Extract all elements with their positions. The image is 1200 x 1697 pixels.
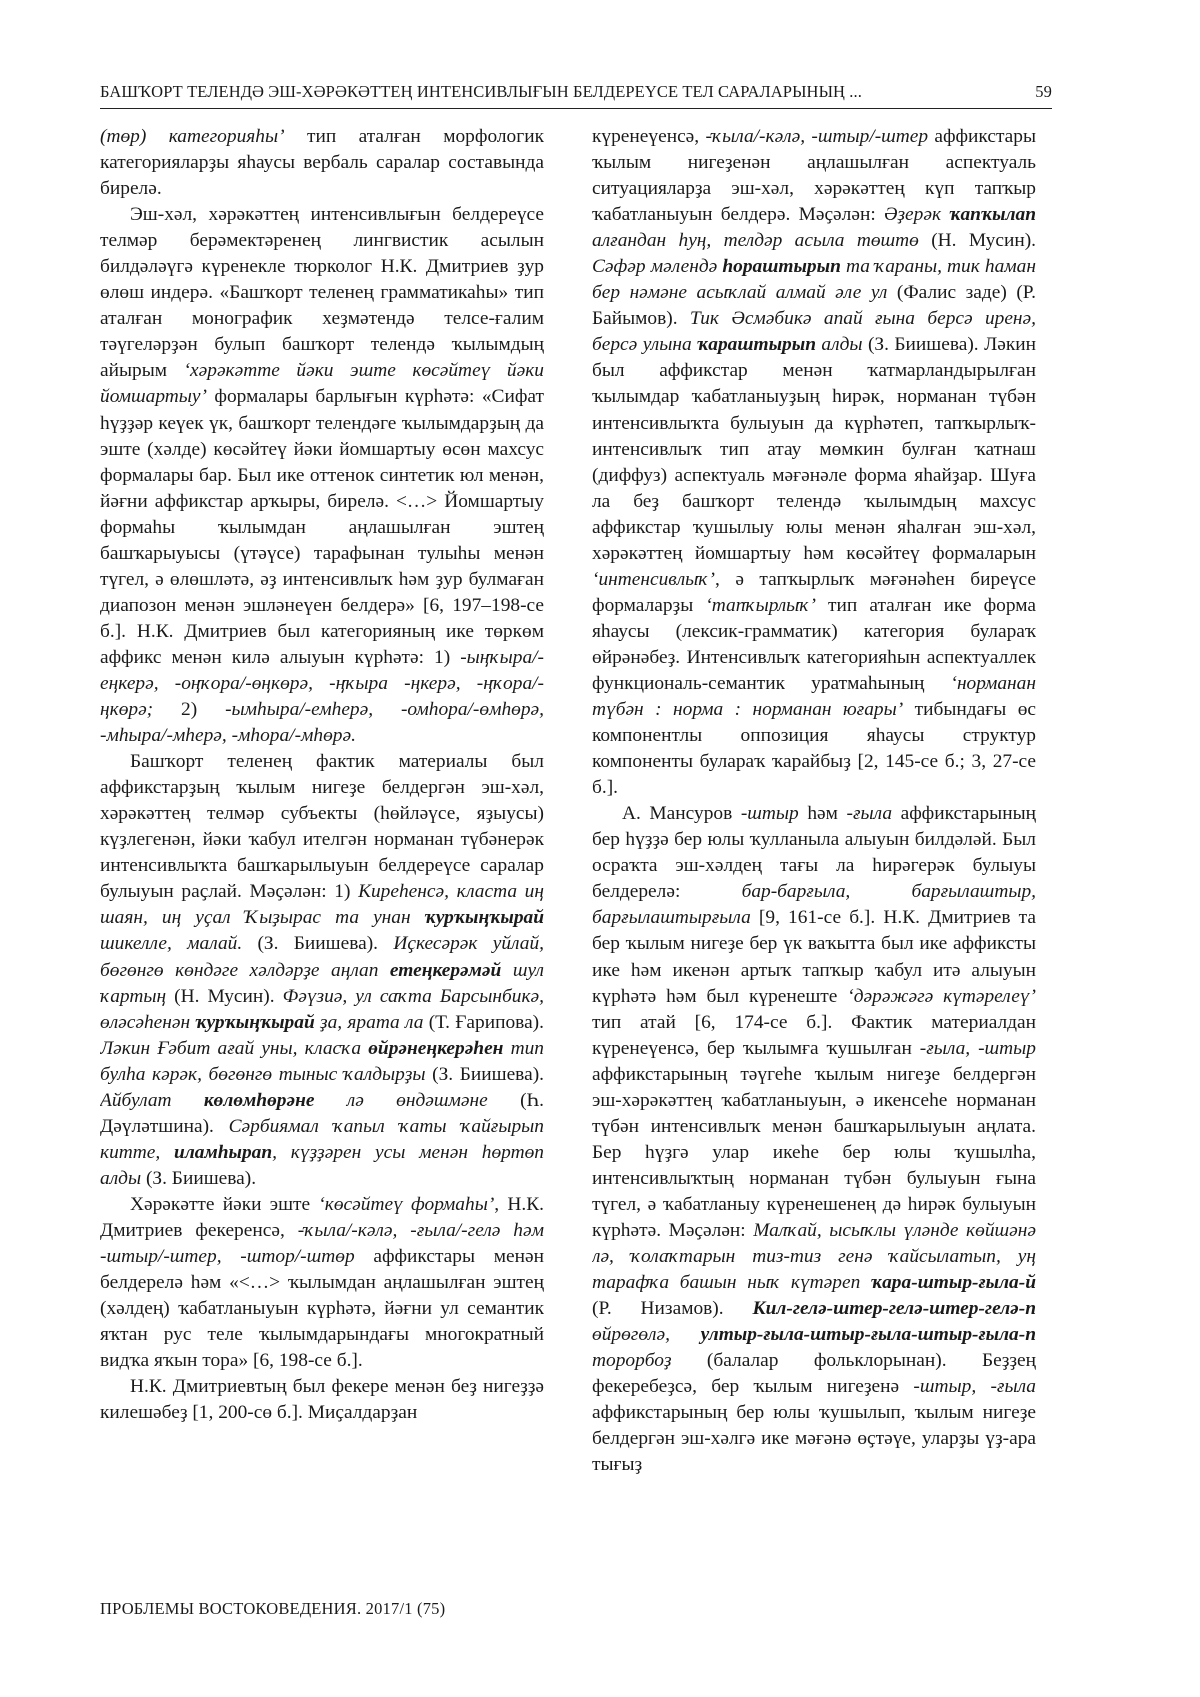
example-italic: -ҡыла/-кәлә, -штыр/-штер — [705, 126, 929, 147]
example-italic: лә өндәшмәне — [314, 1089, 488, 1111]
example-italic: Тик Әсмәбикә апай ғына берсә иренә, берсә улына — [592, 308, 1036, 356]
text-run: (З. Биишева). — [141, 1167, 257, 1189]
text-run: (З. Биишева). Ләкин был аффикстар менән ҡатмарландырылған ҡылымдар ҡабатланыуҙың һирәк, норманан түбән интенсивлыҡта булыуын да күрһәтеп, тапҡырлыҡ-интенсивлыҡ тип атау мөмкин булған ҡатнаш (диффуз) аспектуаль мәғәнәле форма яһайҙар. Шуға ла беҙ башҡорт телендә ҡылымдың махсус аффикстар ҡушылыу юлы менән яһалған эш-хәл, хәрәкәттең йомшартыу һәм көсәйтеү формаларын — [592, 334, 1036, 564]
text-run: аффикстарының бер юлы ҡушылып, ҡылым нигеҙе белдергән эш-хәлгә ике мәғәнә өҫтәүе, уларҙы үҙ-ара тығыҙ — [592, 1402, 1036, 1476]
text-run: (Т. Ғарипова). — [423, 1011, 544, 1033]
text-run: 2) — [153, 699, 226, 721]
highlighted-form: һораштырып — [722, 256, 841, 278]
text-run: күренеүенсә, — [592, 126, 706, 147]
example-italic: -штыр — [740, 803, 799, 825]
text-run: (Фалис заде) (Р. Байымов). — [592, 282, 1036, 330]
text-run: (Р. Низамов). — [592, 1298, 753, 1320]
text-run: аффикстары ҡылым нигеҙенән аңлашылған аспектуаль ситуацияларҙа эш-хәл, хәрәкәттең күп тапҡыр ҡабатланыуын белдерә. Мәҫәлән: — [592, 126, 1036, 226]
highlighted-form: көлөмһөрәне — [203, 1089, 315, 1111]
text-run: формалары барлығын күрһәтә: «Сифат һүҙҙәр кеүек үк, башҡорт телендәге ҡылымдарҙың да эште (хәлде) көсәйтеү йәки йомшартыу өсөн махсус формалары бар. Был ике оттенок синтетик юл менән, йәғни аффикстар арҡыры, бирелә. <…> Йомшартыу формаһы ҡылымдан аңлашылған эштең башҡарыуысы (үтәүсе) тарафынан тулыһы менән түгел, ә өлөшләтә, әҙ интенсивлыҡ һәм ҙур булмаған диапозон менән эшләнеүен белдерә» [6, 197–198-се б.]. Н.К. Дмитриев был категорияның ике төркөм аффикс менән килә алыуын күрһәтә: 1) — [100, 386, 544, 668]
example-italic: шикелле, малай. — [100, 933, 243, 955]
highlighted-form: ҡара-штыр-ғыла-й — [870, 1272, 1036, 1294]
example-italic: ‘норманан түбән : норма : норманан юғары’ — [592, 672, 1036, 721]
example-italic: торорбоҙ — [592, 1350, 672, 1372]
text-run: , Н.К. Дмитриев фекеренсә, — [100, 1193, 544, 1241]
highlighted-form: иламһырап — [174, 1141, 273, 1163]
right-column — [592, 124, 1036, 1564]
text-run: тип аталған морфологик категорияларҙы яһаусы вербаль саралар составында бирелә. — [100, 126, 544, 200]
example-italic: Әҙерәк — [884, 204, 950, 226]
journal-footer: ПРОБЛЕМЫ ВОСТОКОВЕДЕНИЯ. 2017/1 (75) — [100, 1599, 446, 1618]
example-italic: бар-барғыла, барғылаштыр, барғылаштырғыла — [592, 881, 1036, 929]
text-run: һәм — [798, 803, 847, 825]
example-italic: Айбулат — [100, 1089, 204, 1111]
text-run: (балалар фольклорынан). Беҙҙең фекеребеҙсә, бер ҡылым нигеҙенә — [592, 1350, 1036, 1398]
text-run: А. Мансуров — [622, 803, 741, 825]
highlighted-form: етеңкерәмәй — [389, 959, 502, 981]
text-run: (Н. Мусин). — [918, 230, 1036, 252]
text-run: аффикстарының бер һүҙҙә бер юлы ҡулланыла алыуын билдәләй. Был осраҡта эш-хәлдең тағы ла һирәгерәк булыуы белдерелә: — [592, 803, 1036, 903]
text-run: тип аталған ике форма яһаусы (лексик-грамматик) категория булараҡ өйрәнәбеҙ. Интенсивлыҡ категорияһын аспектуаллек функциональ-семантик уратмаһының — [592, 594, 1036, 694]
paragraph — [100, 124, 544, 202]
example-italic: -ғыла, -штыр — [919, 1037, 1036, 1059]
example-italic: ‘интенсивлыҡ’ — [592, 568, 715, 590]
text-run: аффикстарының тәүгеһе ҡылым нигеҙе белдергән эш-хәрәкәттең ҡабатланыуын, ә икенсеһе норманан түбән интенсивлыҡ менән башҡарылыуын аңлата. Бер һүҙгә улар икеһе бер юлы ҡушылһа, интенсивлыҡтың норманан түбән булыуын ғына түгел, ә ҡабатланыу күренешенең дә һирәк булыуын күрһәтә. Мәҫәлән: — [592, 1063, 1036, 1241]
example-italic: Малҡай, ысыҡлы үләнде көйшәнә лә, ҡолаҡтарын тиз-тиз генә ҡайсылатып, уң тарафҡа башын ныҡ күтәреп — [592, 1219, 1036, 1294]
example-italic: Фәүзиә, ул саҡта Барсынбикә, өләсәһенән — [100, 985, 544, 1033]
text-run: Хәрәкәтте йәки эште — [130, 1193, 319, 1215]
example-italic: Сәрбиямал ҡапыл ҡаты ҡайғырып китте, — [100, 1115, 544, 1163]
page-number: 59 — [1035, 82, 1052, 101]
example-italic: -ғыла — [846, 803, 893, 825]
paragraph — [100, 202, 544, 749]
text-run: аффикстары менән белдерелә һәм «<…> ҡылымдан аңлашылған эштең (хәлдең) ҡабатланыуын күрһәтә, йәғни ул семантик яҡтан рус теле ҡылымдарындағы многократный видҡа яҡын тора» [6, 198-се б.]. — [100, 1246, 544, 1372]
paragraph — [100, 749, 544, 1192]
example-italic: -штыр, -ғыла — [913, 1376, 1036, 1398]
left-column — [100, 124, 544, 1564]
example-italic: шул ҡартың — [100, 959, 544, 1007]
highlighted-form: ултыр-ғыла-штыр-ғыла-штыр-ғыла-п — [700, 1324, 1036, 1346]
highlighted-form: Кил-гелә-штер-гелә-штер-гелә-п — [752, 1298, 1036, 1320]
example-italic: Киреһенсә, класта иң шаян, иң уҫал Ҡыҙырас та унан — [100, 881, 544, 929]
text-run: тип атай [6, 174-се б.]. Фактик материалдан күренеүенсә, бер ҡылымға ҡушылған — [592, 1011, 1036, 1059]
text-run: Н.К. Дмитриевтың был фекере менән беҙ нигеҙҙә килешәбеҙ [1, 200-сө б.]. Миҫалдарҙан — [100, 1376, 544, 1424]
paragraph — [100, 1374, 544, 1426]
example-italic: Иҫкесәрәк уйлай, бөгөнгө көндәге хәлдәрҙе аңлап — [100, 933, 544, 981]
example-italic: , күҙҙәрен усы менән һөртөп алды — [100, 1141, 544, 1189]
example-italic: -ымһыра/-емһерә, -омһора/-өмһөрә, -мһыра/-мһерә, -мһора/-мһөрә. — [100, 699, 544, 747]
example-italic: Ләкин Ғәбит ағай уны, класҡа — [100, 1037, 369, 1059]
example-italic: -ыңҡыра/-еңкерә, -оңҡора/-өңкөрә, -ңҡыра -ңкерә, -ңҡора/-ңкөрә; — [100, 646, 544, 721]
example-italic: ‘көсәйтеү формаһы’ — [318, 1193, 495, 1215]
example-italic: та ҡараны, тик һаман бер нәмәне асыҡлай алмай әле ул — [592, 256, 1036, 304]
text-run: (Н. Мусин). — [166, 985, 283, 1007]
text-run: тибындағы өс компонентлы оппозиция яһаусы структур компоненты булараҡ ҡарайбыҙ [2, 145-се б.; 3, 27-се б.]. — [592, 699, 1036, 799]
text-run: (З. Биишева). — [425, 1063, 544, 1085]
highlighted-form: ҡурҡыңҡырай — [195, 1011, 315, 1033]
text-run: Эш-хәл, хәрәкәттең интенсивлығын белдереүсе телмәр берәмектәренең лингвистик асылын билдәләүгә күренекле тюрколог Н.К. Дмитриев ҙур өлөш индерә. «Башҡорт теленең грамматикаһы» тип аталған монографик хеҙмәтендә телсе-ғалим тәүгеләрҙән булып башҡорт телендә ҡылымдың айырым — [100, 204, 544, 382]
running-header — [100, 78, 1052, 109]
example-italic: өйрөгөлә, — [592, 1324, 701, 1346]
text-run: Башҡорт теленең фактик материалы был аффикстарҙың ҡылым нигеҙе белдергән эш-хәл, хәрәкәттең телмәр субъекты (һөйләүсе, яҙыусы) күҙлегенән, йәки ҡабул ителгән норманан түбәнерәк интенсивлыҡта башҡарылыуын белдереүсе саралар булыуын раҫлай. Мәҫәлән: 1) — [100, 751, 544, 903]
highlighted-form: ҡурҡыңҡырай — [424, 907, 544, 929]
example-italic: тип булһа кәрәк, бөгөнгө тыныс ҡалдырҙы — [100, 1037, 544, 1085]
text-run: (Һ. Дәүләтшина). — [100, 1089, 544, 1137]
example-italic: (төр) категорияһы’ — [100, 126, 285, 147]
example-italic: ‘дәрәжәгә күтәрелеү’ — [847, 985, 1036, 1007]
running-title: БАШҠОРТ ТЕЛЕНДӘ ЭШ-ХӘРӘКӘТТЕҢ ИНТЕНСИВЛЫҒЫН БЕЛДЕРЕҮСЕ ТЕЛ САРАЛАРЫНЫҢ ... — [100, 82, 862, 101]
example-italic: Сәфәр мәлендә — [592, 256, 723, 278]
paragraph — [100, 1192, 544, 1374]
highlighted-form: өйрәнеңкерәһен — [368, 1037, 504, 1059]
highlighted-form: ҡапҡылап — [949, 204, 1036, 226]
example-italic: ‘хәрәкәтте йәки эште көсәйтеү йәки йомшартыу’ — [100, 360, 544, 408]
example-italic: алды — [815, 334, 863, 356]
example-italic: -ҡыла/-кәлә, -ғыла/-гелә һәм -штыр/-штер, -штор/-штөр — [100, 1219, 544, 1268]
text-run: , ә тапҡырлыҡ мәғәнәһен биреүсе формаларҙы — [592, 568, 1036, 616]
paragraph — [592, 801, 1036, 1478]
example-italic: ‘тапҡырлыҡ’ — [705, 594, 816, 616]
text-run: [9, 161-се б.]. Н.К. Дмитриев та бер ҡылым нигеҙе бер үк ваҡытта был ике аффиксты ике һәм икенән артыҡ тапҡыр ҡабул итә алыуын күрһәтә һәм был күренеште — [592, 907, 1036, 1007]
highlighted-form: ҡараштырып — [697, 334, 816, 356]
example-italic: ҙа, ярата ла — [314, 1011, 424, 1033]
example-italic: алғандан һуң, телдәр асыла төштө — [592, 230, 919, 252]
paragraph — [592, 124, 1036, 801]
text-run: (З. Биишева). — [242, 933, 394, 955]
